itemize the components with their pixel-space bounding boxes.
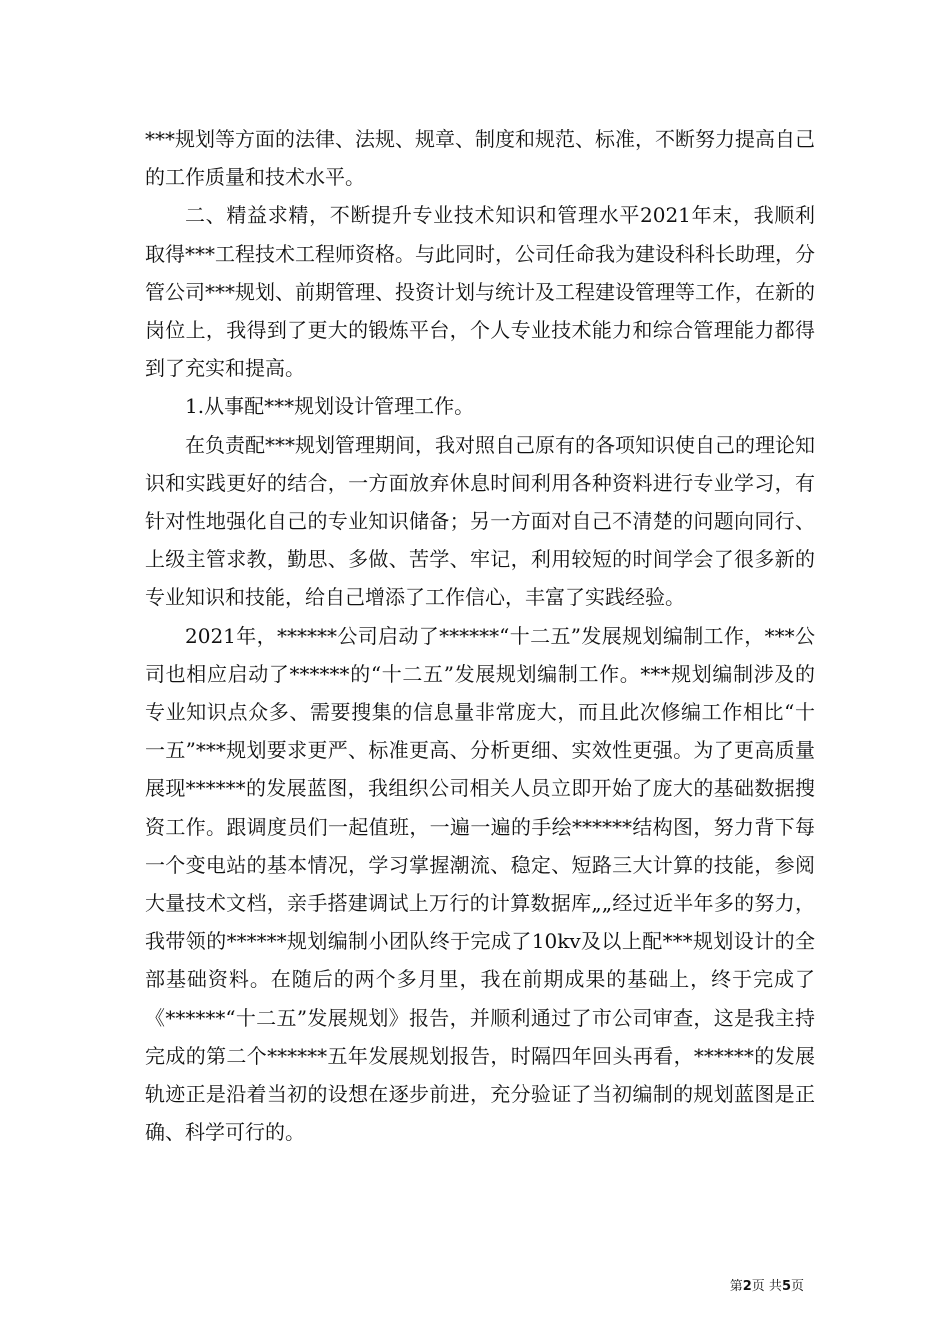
paragraph-5: 2021年，******公司启动了******“十二五”发展规划编制工作，***公司也相应启动了******的“十二五”发展规划编制工作。***规划编制涉及的专业知识点众多、需要搜集的信息量非常庞大，而且此次修编工作相比“十一五”***规划要求更严、标准更高、分析更细、实效性更强。为了更高质量展现******的发展蓝图，我组织公司相关人员立即开始了庞大的基础数据搜资工作。跟调度员们一起值班，一遍一遍的手绘******结构图，努力背下每一个变电站的基本情况，学习掌握潮流、稳定、短路三大计算的技能，参阅大量技术文档，亲手搭建调试上万行的计算数据库„„经过近半年多的努力，我带领的******规划编制小团队终于完成了10kv及以上配***规划设计的全部基础资料。在随后的两个多月里，我在前期成果的基础上，终于完成了《******“十二五”发展规划》报告，并顺利通过了市公司审查，这是我主持完成的第二个******五年发展规划报告，时隔四年回头再看，******的发展轨迹正是沿着当初的设想在逐步前进，充分验证了当初编制的规划蓝图是正确、科学可行的。: [145, 623, 815, 1145]
footer-prefix: 第: [729, 1279, 743, 1294]
paragraph-2: 二、精益求精，不断提升专业技术知识和管理水平2021年末，我顺利取得***工程技术工程师资格。与此同时，公司任命我为建设科科长助理，分管公司***规划、前期管理、投资计划与统计及工程建设管理等工作，在新的岗位上，我得到了更大的锻炼平台，个人专业技术能力和综合管理能力都得到了充实和提高。: [145, 203, 815, 381]
paragraph-4: 在负责配***规划管理期间，我对照自己原有的各项知识使自己的理论知识和实践更好的结合，一方面放弃休息时间利用各种资料进行专业学习，有针对性地强化自己的专业知识储备；另一方面对自己不清楚的问题向同行、上级主管求教，勤思、多做、苦学、牢记，利用较短的时间学会了很多新的专业知识和技能，给自己增添了工作信心，丰富了实践经验。: [145, 432, 815, 610]
footer-suffix: 页: [790, 1279, 804, 1294]
document-body: [145, 120, 815, 1151]
paragraph-1: ***规划等方面的法律、法规、规章、制度和规范、标准，不断努力提高自己的工作质量和技术水平。: [145, 127, 815, 190]
footer-middle: 页 共: [751, 1279, 782, 1294]
footer-total-pages: 5: [781, 1279, 791, 1294]
paragraph-3: 1.从事配***规划设计管理工作。: [185, 394, 475, 419]
page-footer: [730, 1275, 804, 1294]
footer-current-page: 2: [742, 1279, 752, 1294]
